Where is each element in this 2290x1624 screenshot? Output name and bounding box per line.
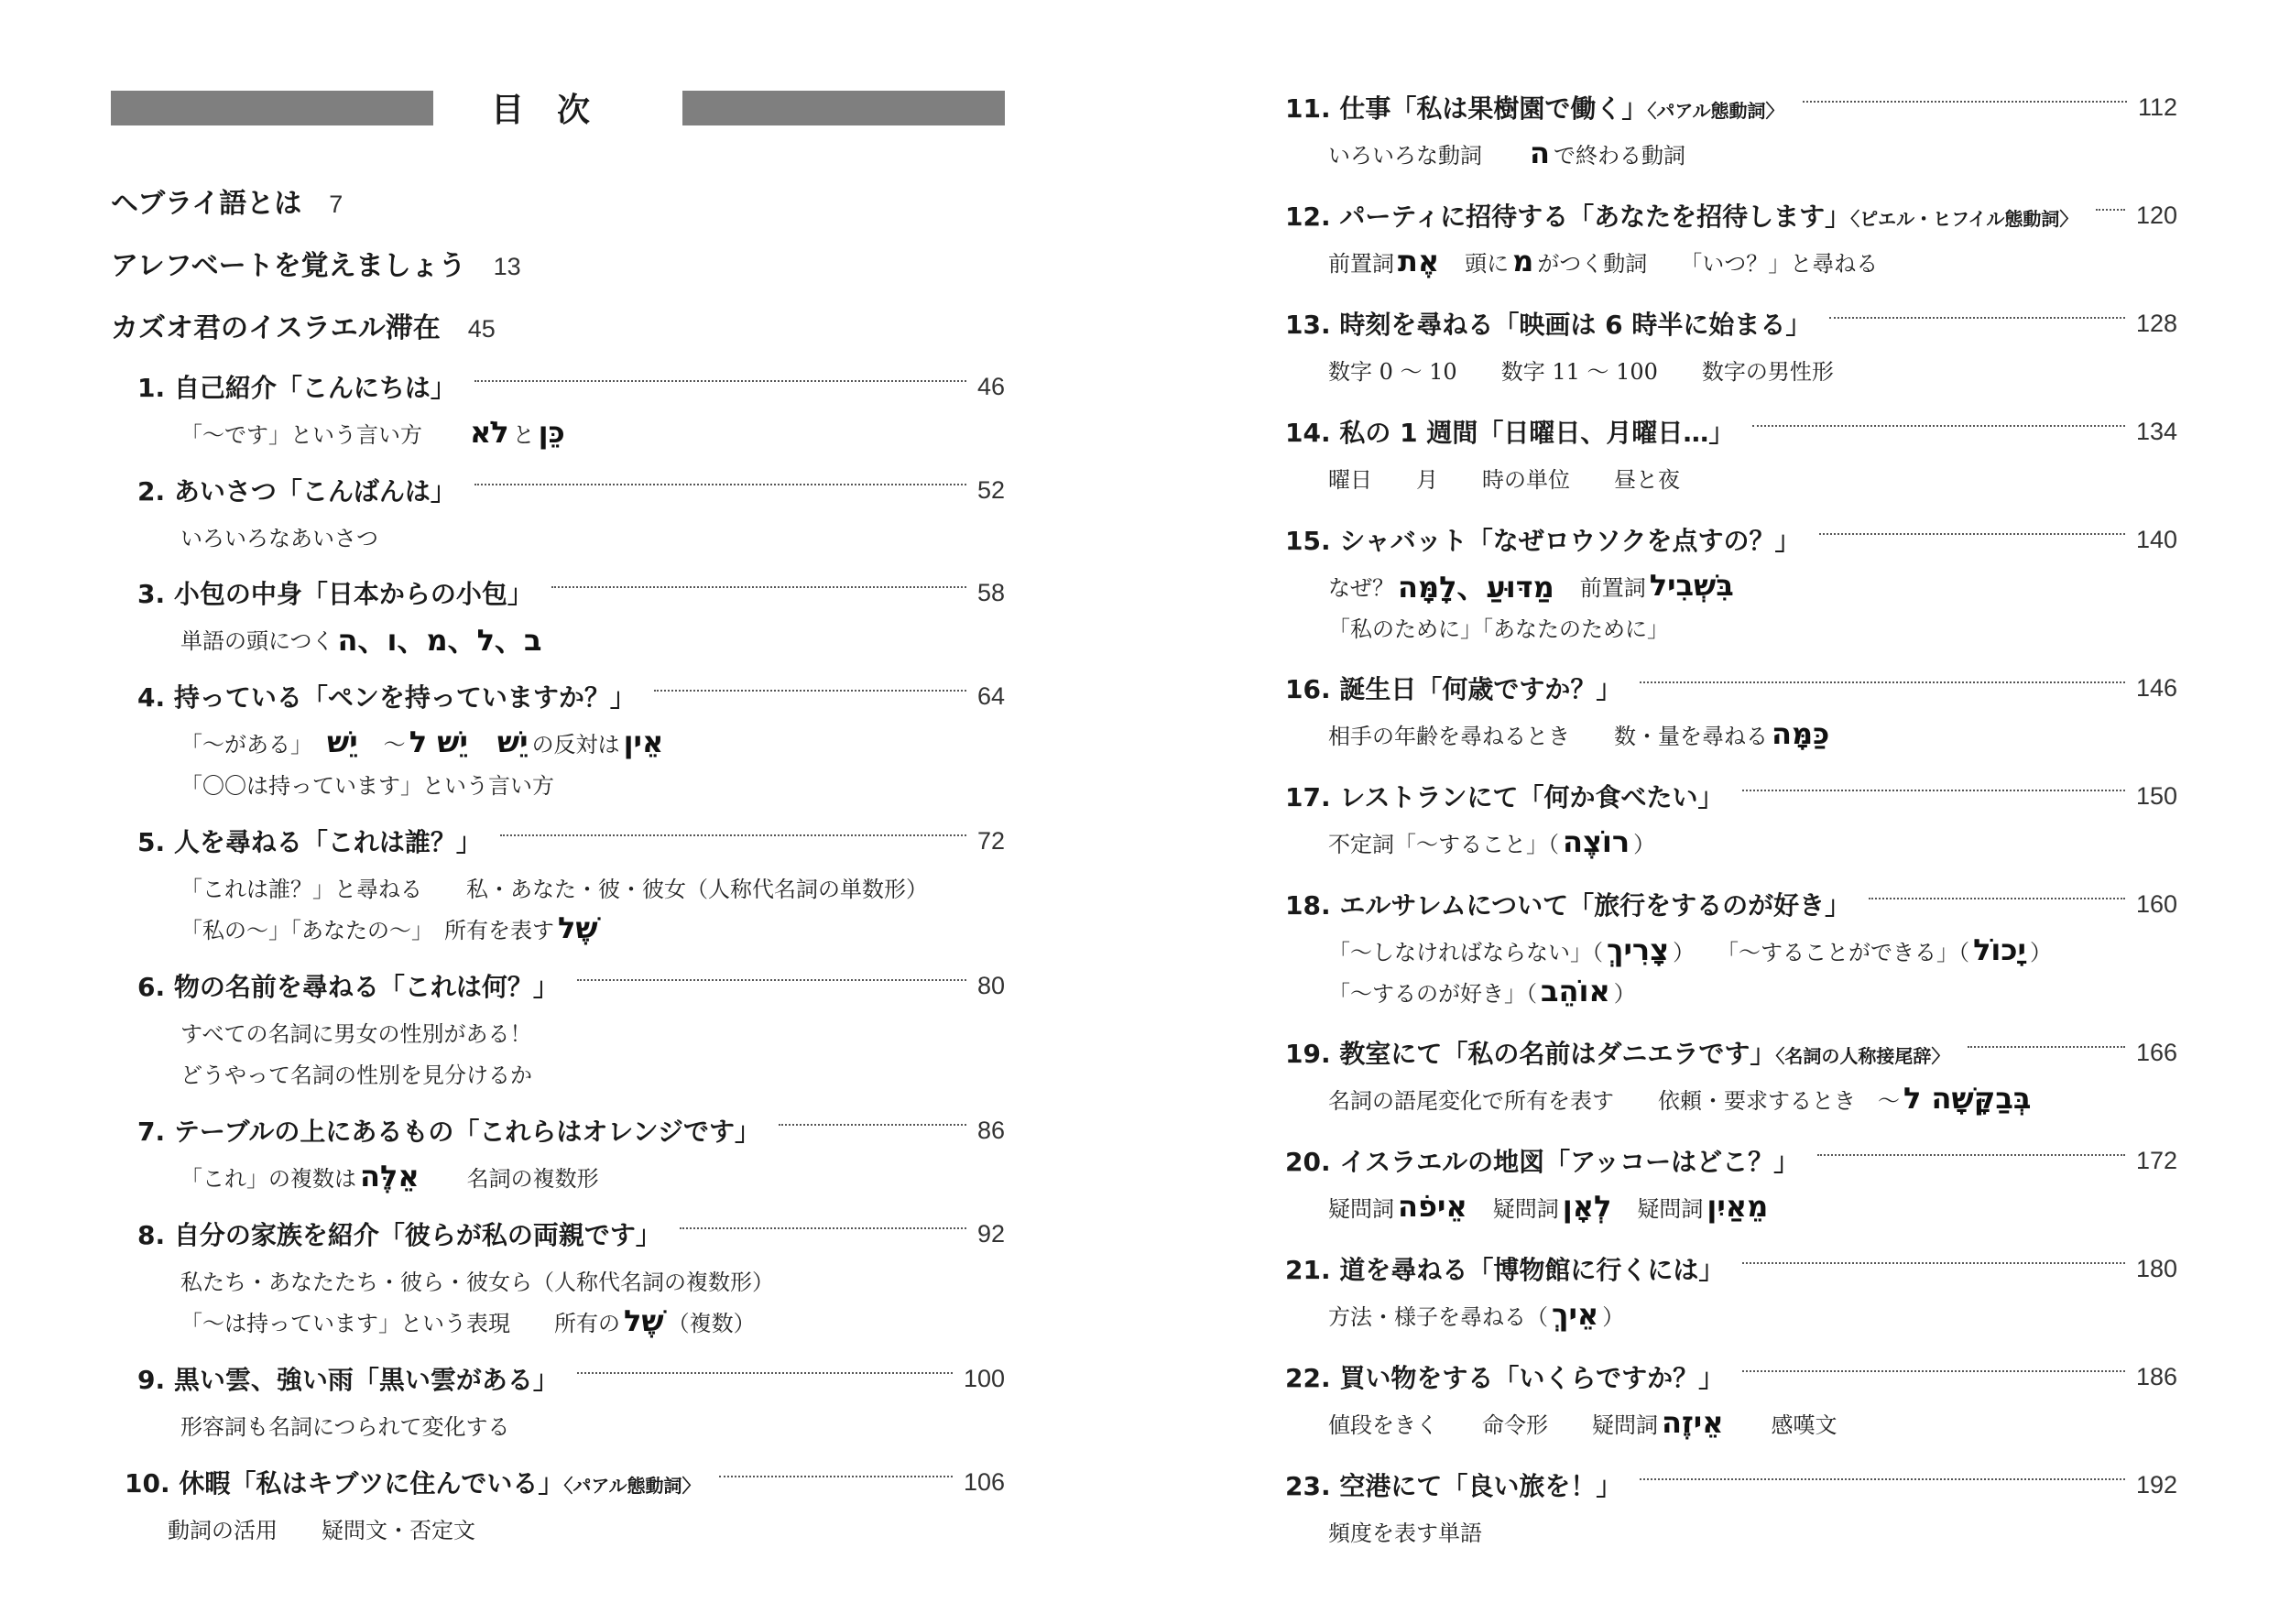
intro-section[interactable] xyxy=(111,243,521,283)
sub-topic-text: 「～しなければならない」（ xyxy=(1328,939,1603,965)
sub-topic-text: すべての名詞に男女の性別がある！ xyxy=(180,1020,532,1047)
hebrew-word: יָכוֹל xyxy=(1973,932,2026,967)
chapter-subtopics xyxy=(1328,714,1833,754)
sub-topic-text: 値段をきく 命令形 疑問詞 xyxy=(1328,1411,1658,1438)
chapter-subtopics xyxy=(1328,1186,1772,1226)
sub-topic-text: 「～するのが好き」（ xyxy=(1328,980,1537,1007)
dot-leader xyxy=(551,586,966,588)
chapter-title xyxy=(137,967,559,1004)
chapter-title xyxy=(1285,1142,1799,1179)
chapter-title xyxy=(137,574,533,611)
dot-leader xyxy=(1640,1478,2125,1480)
hebrew-word: שֶׁל xyxy=(624,1303,664,1338)
chapter-subtopics xyxy=(180,618,546,659)
dot-leader xyxy=(1817,1154,2125,1156)
sub-topic-text: 疑問詞 xyxy=(1615,1195,1704,1222)
sub-topic-text: 名詞の複数形 xyxy=(422,1165,599,1192)
sub-topic-text: 単語の頭につく xyxy=(180,627,334,654)
title-bar-right xyxy=(682,91,1005,125)
chapter-page-number: 128 xyxy=(2135,309,2177,337)
intro-page: 45 xyxy=(467,315,496,343)
hebrew-word: אֵיזֶה xyxy=(1662,1405,1724,1440)
chapter-title xyxy=(1285,197,2077,234)
chapter-subtopics xyxy=(1328,971,1636,1011)
dot-leader xyxy=(779,1124,966,1126)
hebrew-word: מֵאַיִן xyxy=(1707,1189,1769,1224)
sub-topic-text: ） xyxy=(1602,1303,1625,1330)
sub-topic-text: 頭に xyxy=(1443,250,1510,277)
chapter-page-number: 150 xyxy=(2135,781,2177,810)
dot-leader xyxy=(1803,101,2127,103)
sub-topic-text: 方法・様子を尋ねる（ xyxy=(1328,1303,1548,1330)
sub-topic-text: 「〇〇は持っています」という言い方 xyxy=(180,772,554,799)
chapter-grammar-note: 〈パアル態動詞〉 xyxy=(1647,100,1784,122)
chapter-title-text: 16. 誕生日「何歳ですか？」 xyxy=(1285,674,1622,704)
hebrew-word: בְּבַקָּשָׁה ל xyxy=(1903,1081,2032,1116)
chapter-page-number: 64 xyxy=(976,681,1005,710)
chapter-page-number: 172 xyxy=(2135,1146,2177,1174)
chapter-title xyxy=(137,1360,559,1397)
chapter-title-text: 9. 黒い雲、強い雨「黒い雲がある」 xyxy=(137,1365,559,1395)
dot-leader xyxy=(1829,317,2125,319)
chapter-title-text: 5. 人を尋ねる「これは誰？」 xyxy=(137,827,482,857)
sub-topic-text: いろいろな動詞 xyxy=(1328,142,1526,169)
chapter-page-number: 146 xyxy=(2135,673,2177,702)
chapter-title xyxy=(1285,670,1621,706)
hebrew-word: אוֹהֵב xyxy=(1541,974,1610,1008)
hebrew-word: ה xyxy=(1530,136,1550,170)
chapter-page-number: 160 xyxy=(2135,889,2177,918)
hebrew-word: מ xyxy=(1512,244,1534,278)
sub-topic-text: どうやって名詞の性別を見分けるか xyxy=(180,1062,532,1088)
chapter-subtopics xyxy=(180,1156,599,1196)
chapter-title xyxy=(1285,89,1784,125)
sub-topic-text: 疑問詞 xyxy=(1328,1195,1394,1222)
hebrew-word: כֵּן xyxy=(538,415,565,450)
dot-leader xyxy=(2096,209,2125,211)
chapter-title-text: 11. 仕事「私は果樹園で働く」 xyxy=(1285,93,1648,124)
chapter-grammar-note: 〈ピエル・ヒフイル態動詞〉 xyxy=(1850,208,2078,230)
sub-topic-text: 「～がある」 xyxy=(180,731,323,758)
sub-topic-text xyxy=(472,726,494,758)
sub-topic-text: 前置詞 xyxy=(1557,574,1646,601)
hebrew-word: יֵשׁ xyxy=(496,725,529,759)
dot-leader xyxy=(577,1372,953,1374)
chapter-title-text: 23. 空港にて「良い旅を！」 xyxy=(1285,1471,1622,1501)
chapter-grammar-note: 〈名詞の人称接尾辞〉 xyxy=(1775,1045,1950,1067)
hebrew-word: אֵיפֹה xyxy=(1398,1189,1467,1224)
title-bar-left xyxy=(111,91,433,125)
hebrew-word: שֶׁל xyxy=(558,910,598,945)
chapter-title-text: 14. 私の 1 週間「日曜日、月曜日…」 xyxy=(1285,418,1735,448)
chapter-title xyxy=(1285,1466,1621,1503)
intro-section[interactable] xyxy=(111,180,343,221)
sub-topic-text: ） xyxy=(1613,980,1636,1007)
chapter-title xyxy=(1285,1250,1724,1287)
chapter-subtopics xyxy=(180,1404,510,1444)
sub-topic-text: ） 「～することができる」（ xyxy=(1673,939,1970,965)
hebrew-word: מַדּוּעַ、לָמָּה xyxy=(1398,570,1554,605)
chapter-page-number: 100 xyxy=(963,1364,1005,1392)
sub-topic-text: ） xyxy=(1633,831,1656,857)
chapter-subtopics xyxy=(180,1011,532,1052)
chapter-page-number: 112 xyxy=(2137,93,2177,121)
hebrew-word: אֵיךְ xyxy=(1552,1297,1599,1332)
chapter-page-number: 86 xyxy=(976,1116,1005,1144)
dot-leader xyxy=(1752,425,2125,427)
chapter-title-text: 6. 物の名前を尋ねる「これは何？」 xyxy=(137,972,559,1002)
chapter-subtopics xyxy=(1328,349,1834,389)
sub-topic-text: 前置詞 xyxy=(1328,250,1394,277)
chapter-grammar-note: 〈パアル態動詞〉 xyxy=(563,1475,701,1497)
chapter-title-text: 21. 道を尋ねる「博物館に行くには」 xyxy=(1285,1255,1725,1285)
sub-topic-text: 感嘆文 xyxy=(1727,1411,1837,1438)
sub-topic-text: で終わる動詞 xyxy=(1553,142,1685,169)
hebrew-word: אֵלֶּה xyxy=(360,1159,420,1193)
dot-leader xyxy=(719,1476,953,1477)
sub-topic-text: 形容詞も名詞につられて変化する xyxy=(180,1413,510,1440)
chapter-subtopics xyxy=(1328,1294,1624,1335)
sub-topic-text: 「私の～」「あなたの～」 所有を表す xyxy=(180,917,554,943)
chapter-title xyxy=(137,1215,661,1252)
sub-topic-text: の反対は xyxy=(531,731,620,758)
sub-topic-text: 「これ」の複数は xyxy=(180,1165,356,1192)
chapter-page-number: 52 xyxy=(976,475,1005,504)
chapter-page-number: 46 xyxy=(976,372,1005,400)
chapter-title xyxy=(137,368,456,405)
chapter-subtopics xyxy=(168,1508,475,1548)
chapter-subtopics xyxy=(1328,241,1878,281)
dot-leader xyxy=(1819,533,2125,535)
hebrew-word: צָרִיךְ xyxy=(1607,932,1670,967)
hebrew-word: יֵשׁ ל xyxy=(409,725,468,759)
chapter-page-number: 166 xyxy=(2135,1038,2177,1066)
chapter-subtopics xyxy=(1328,565,1738,605)
dot-leader xyxy=(500,834,966,836)
hebrew-word: רוֹצֶה xyxy=(1563,824,1630,859)
chapter-subtopics xyxy=(180,722,667,762)
hebrew-word: בִּשְׁבִיל xyxy=(1649,568,1734,603)
chapter-title xyxy=(1285,1034,1949,1071)
dot-leader xyxy=(1968,1046,2125,1048)
chapter-subtopics xyxy=(1328,930,2052,970)
sub-topic-text: ～ xyxy=(361,731,406,758)
chapter-title xyxy=(1285,1358,1724,1395)
chapter-subtopics xyxy=(180,908,602,948)
chapter-title-text: 13. 時刻を尋ねる「映画は 6 時半に始まる」 xyxy=(1285,310,1812,340)
dot-leader xyxy=(1742,1262,2125,1264)
hebrew-word: אֵין xyxy=(623,725,664,759)
dot-leader xyxy=(1869,898,2125,899)
chapter-title-text: 22. 買い物をする「いくらですか？」 xyxy=(1285,1363,1725,1393)
chapter-page-number: 120 xyxy=(2135,201,2177,229)
chapter-subtopics xyxy=(1328,1078,2034,1118)
chapter-page-number: 72 xyxy=(976,826,1005,855)
chapter-page-number: 106 xyxy=(963,1467,1005,1496)
toc-title: 目 次 xyxy=(491,92,591,129)
chapter-subtopics xyxy=(1328,1510,1482,1551)
chapter-title-text: 12. パーティに招待する「あなたを招待します」 xyxy=(1285,202,1851,232)
chapter-subtopics xyxy=(1328,1402,1837,1443)
chapter-title-text: 17. レストランにて「何か食べたい」 xyxy=(1285,782,1724,812)
dot-leader xyxy=(577,979,966,981)
dot-leader xyxy=(474,380,966,382)
chapter-page-number: 58 xyxy=(976,578,1005,606)
sub-topic-text: なぜ？ xyxy=(1328,574,1394,601)
hebrew-word: יֵשׁ xyxy=(327,725,358,759)
chapter-title-text: 7. テーブルの上にあるもの「これらはオレンジです」 xyxy=(137,1117,760,1147)
chapter-subtopics xyxy=(1328,457,1680,497)
sub-topic-text: いろいろなあいさつ xyxy=(180,525,378,551)
chapter-subtopics xyxy=(180,1259,774,1300)
hebrew-word: ב、ל、מ、ו、ה xyxy=(337,623,542,658)
chapter-page-number: 134 xyxy=(2135,417,2177,445)
chapter-title xyxy=(1285,413,1734,450)
chapter-page-number: 186 xyxy=(2135,1362,2177,1390)
chapter-title-text: 18. エルサレムについて「旅行をするのが好き」 xyxy=(1285,890,1851,921)
chapter-title-text: 8. 自分の家族を紹介「彼らが私の両親です」 xyxy=(137,1220,661,1250)
chapter-page-number: 140 xyxy=(2135,525,2177,553)
chapter-title xyxy=(137,823,482,859)
chapter-title xyxy=(1285,886,1850,922)
sub-topic-text: 相手の年齢を尋ねるとき 数・量を尋ねる xyxy=(1328,723,1768,749)
sub-topic-text: 頻度を表す単語 xyxy=(1328,1520,1482,1546)
dot-leader xyxy=(1742,790,2125,791)
chapter-title xyxy=(137,1112,760,1149)
chapter-title-text: 4. 持っている「ペンを持っていますか？」 xyxy=(137,682,636,713)
sub-topic-text: 疑問詞 xyxy=(1470,1195,1559,1222)
dot-leader xyxy=(1742,1370,2125,1372)
hebrew-word: לֹא xyxy=(470,415,509,450)
chapter-subtopics xyxy=(180,516,378,556)
chapter-title-text: 10. 休暇「私はキブツに住んでいる」 xyxy=(125,1468,564,1499)
chapter-title xyxy=(137,678,636,714)
sub-topic-text: 「～は持っています」という表現 所有の xyxy=(180,1310,620,1336)
chapter-title-text: 3. 小包の中身「日本からの小包」 xyxy=(137,579,533,609)
intro-page: 7 xyxy=(329,191,344,218)
chapter-page-number: 92 xyxy=(976,1219,1005,1248)
right-page xyxy=(1145,0,2290,1624)
sub-topic-text: 「私のために」「あなたのために」 xyxy=(1328,616,1669,642)
chapter-subtopics xyxy=(180,412,569,452)
sub-topic-text: 数字 0 ～ 10 数字 11 ～ 100 数字の男性形 xyxy=(1328,358,1834,385)
chapter-title-text: 1. 自己紹介「こんにちは」 xyxy=(137,373,456,403)
chapter-title xyxy=(137,472,456,508)
chapter-title xyxy=(1285,305,1811,342)
chapter-title xyxy=(1285,521,1801,558)
sub-topic-text: 不定詞「～すること」（ xyxy=(1328,831,1559,857)
intro-section[interactable] xyxy=(111,305,496,345)
intro-title: アレフベートを覚えましょう xyxy=(111,250,466,282)
chapter-title-text: 2. あいさつ「こんばんは」 xyxy=(137,476,456,507)
chapter-subtopics xyxy=(180,1301,756,1341)
sub-topic-text: 曜日 月 時の単位 昼と夜 xyxy=(1328,466,1680,493)
hebrew-word: כַּמָּה xyxy=(1772,716,1830,751)
chapter-subtopics xyxy=(1328,822,1655,862)
dot-leader xyxy=(680,1227,966,1229)
chapter-title xyxy=(1285,778,1724,814)
chapter-subtopics xyxy=(180,866,928,907)
chapter-subtopics xyxy=(1328,133,1685,173)
chapter-title-text: 19. 教室にて「私の名前はダニエラです」 xyxy=(1285,1039,1776,1069)
sub-topic-text: 「これは誰？」と尋ねる 私・あなた・彼・彼女（人称代名詞の単数形） xyxy=(180,876,928,902)
sub-topic-text: と xyxy=(512,421,535,448)
chapter-title-text: 20. イスラエルの地図「アッコーはどこ？」 xyxy=(1285,1147,1800,1177)
sub-topic-text: 動詞の活用 疑問文・否定文 xyxy=(168,1517,475,1543)
hebrew-word: אֶת xyxy=(1398,244,1440,278)
sub-topic-text: 名詞の語尾変化で所有を表す 依頼・要求するとき ～ xyxy=(1328,1087,1900,1114)
chapter-subtopics xyxy=(1328,606,1669,647)
hebrew-word: לְאָן xyxy=(1562,1189,1612,1224)
chapter-title-text: 15. シャバット「なぜロウソクを点すの？」 xyxy=(1285,526,1801,556)
sub-topic-text: 「～です」という言い方 xyxy=(180,421,466,448)
sub-topic-text: がつく動詞 「いつ？」と尋ねる xyxy=(1537,250,1879,277)
sub-topic-text: （複数） xyxy=(667,1310,756,1336)
chapter-subtopics xyxy=(180,763,554,803)
chapter-page-number: 80 xyxy=(976,971,1005,999)
sub-topic-text: 私たち・あなたたち・彼ら・彼女ら（人称代名詞の複数形） xyxy=(180,1269,774,1295)
chapter-subtopics xyxy=(180,1052,532,1093)
dot-leader xyxy=(654,690,966,692)
intro-page: 13 xyxy=(493,253,521,280)
intro-title: カズオ君のイスラエル滞在 xyxy=(111,312,441,344)
chapter-page-number: 180 xyxy=(2135,1254,2177,1282)
chapter-title xyxy=(125,1464,701,1500)
dot-leader xyxy=(1640,681,2125,683)
dot-leader xyxy=(474,484,966,485)
sub-topic-text: ） xyxy=(2029,939,2052,965)
chapter-page-number: 192 xyxy=(2135,1470,2177,1499)
intro-title: ヘブライ語とは xyxy=(111,188,302,220)
